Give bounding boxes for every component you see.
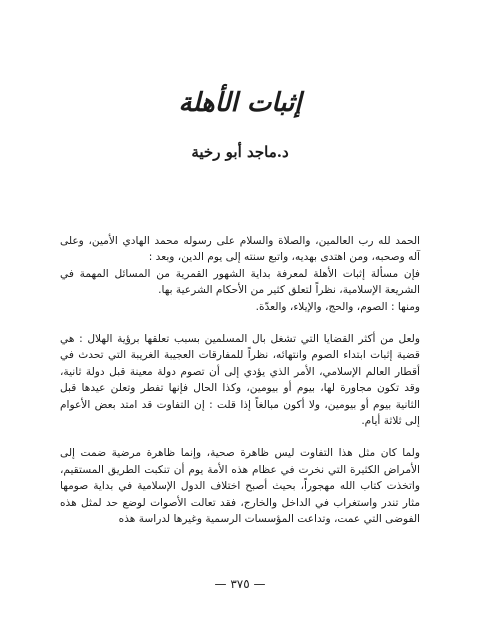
paragraph-intro: فإن مسألة إثبات الأهلة لمعرفة بداية الشهور القمرية من المسائل المهمة في الشريعة الإسلامية، نظراً لتعلق كثير من الأحكام الشرعية بها.	[60, 267, 420, 297]
article-title: إثبات الأهلة	[178, 88, 302, 118]
paragraph-examples: ومنها : الصوم، والحج، والإيلاء، والعدّة.	[255, 300, 420, 313]
author-name: د.ماجد أبو رخية	[191, 143, 289, 161]
paragraph-spacer	[60, 429, 420, 445]
paragraph-analysis: ولما كان مثل هذا التفاوت ليس ظاهرة صحية، وإنما ظاهرة مرضية ضمت إلى الأمراض الكثيرة التي نخرت في عظام هذه الأمة يوم أن تنكبت الطريق المستقيم، واتخذت كتاب الله مهجوراً، بحيث أصبح اختلاف الدول الإسلامية في بداية صومها مثار تندر واستغراب في الداخل والخارج، فقد تعالت الأصوات لوضع حد لمثل هذه الفوضى التي عمت، وتداعت المؤسسات الرسمية وغيرها لدراسة هذه	[60, 447, 420, 526]
article-body	[60, 233, 420, 528]
page-number: — ٣٧٥ —	[214, 577, 266, 591]
paragraph-spacer	[60, 315, 420, 331]
paragraph-opening: الحمد لله رب العالمين، والصلاة والسلام على رسوله محمد الهادي الأمين، وعلى آله وصحبه، ومن اهتدى بهديه، واتبع سنته إلى يوم الدين، وبعد :	[60, 235, 420, 264]
paragraph-problem: ولعل من أكثر القضايا التي تشغل بال المسلمين بسبب تعلقها برؤية الهلال : هي قضية إثبات ابتداء الصوم وانتهائه، نظراً للمفارقات العجيبة الغريبة التي تحدث في أقطار العالم الإسلامي، الأمر الذي يؤدي إلى أن تصوم دولة معينة قبل دولة ثانية، وقد تكون مجاورة لها، بيوم أو بيومين، وكذا الحال فإنها تفطر وتعلن عيدها قبل الثانية بيوم أو بيومين، ولا أكون مبالغاً إذا قلت : إن التفاوت قد امتد بعض الأعوام إلى ثلاثة أيام.	[60, 333, 420, 428]
